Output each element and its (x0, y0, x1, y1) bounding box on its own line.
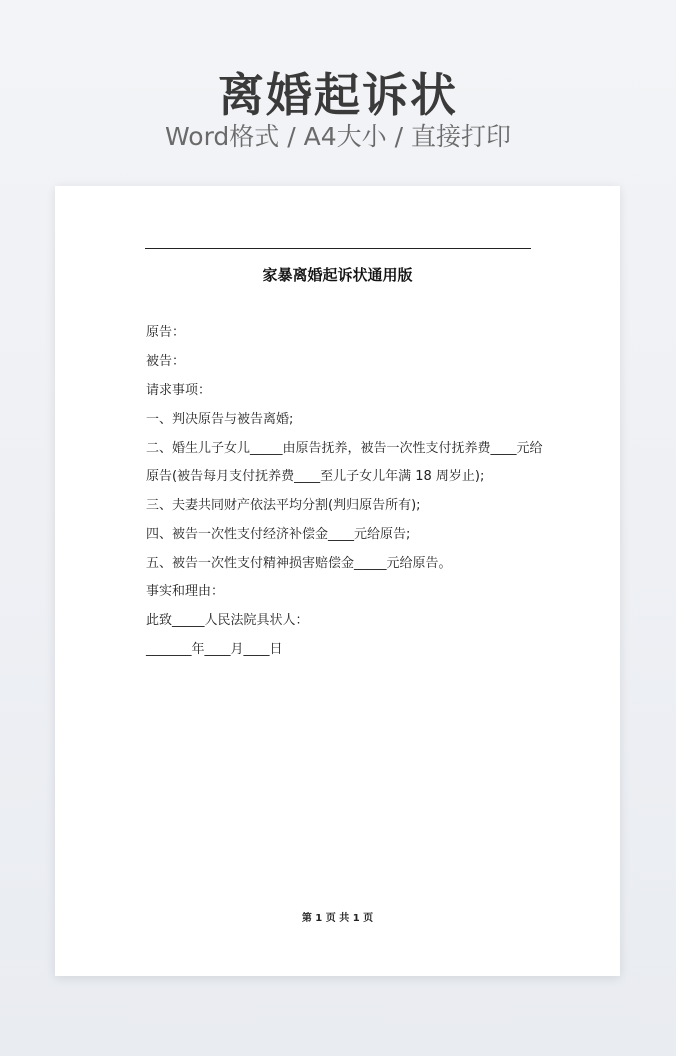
court-address-line: 此致_____人民法院具状人： (146, 613, 309, 628)
hero-subtitle: Word格式 / A4大小 / 直接打印 (165, 122, 511, 151)
claim-1: 一、判决原告与被告离婚; (146, 412, 294, 427)
page-number: 第 1 页 共 1 页 (301, 913, 374, 924)
plaintiff-line: 原告： (146, 325, 186, 340)
document-title: 家暴离婚起诉状通用版 (262, 266, 413, 284)
hero-title: 离婚起诉状 (218, 68, 458, 122)
claim-2: 二、婚生儿子女儿_____由原告抚养，被告一次性支付抚养费____元给 (146, 441, 543, 456)
date-line: _______年____月____日 (146, 642, 283, 657)
claim-5: 五、被告一次性支付精神损害赔偿金_____元给原告。 (146, 556, 452, 571)
claim-2-continued: 原告(被告每月支付抚养费____至儿子女儿年满 18 周岁止); (146, 469, 485, 484)
defendant-line: 被告： (146, 354, 186, 369)
claim-4: 四、被告一次性支付经济补偿金____元给原告; (146, 527, 411, 542)
document-page (55, 186, 620, 976)
claims-heading: 请求事项： (146, 383, 212, 398)
claim-3: 三、夫妻共同财产依法平均分割(判归原告所有); (146, 498, 421, 513)
header-rule (145, 248, 531, 249)
facts-heading: 事实和理由： (146, 584, 225, 599)
